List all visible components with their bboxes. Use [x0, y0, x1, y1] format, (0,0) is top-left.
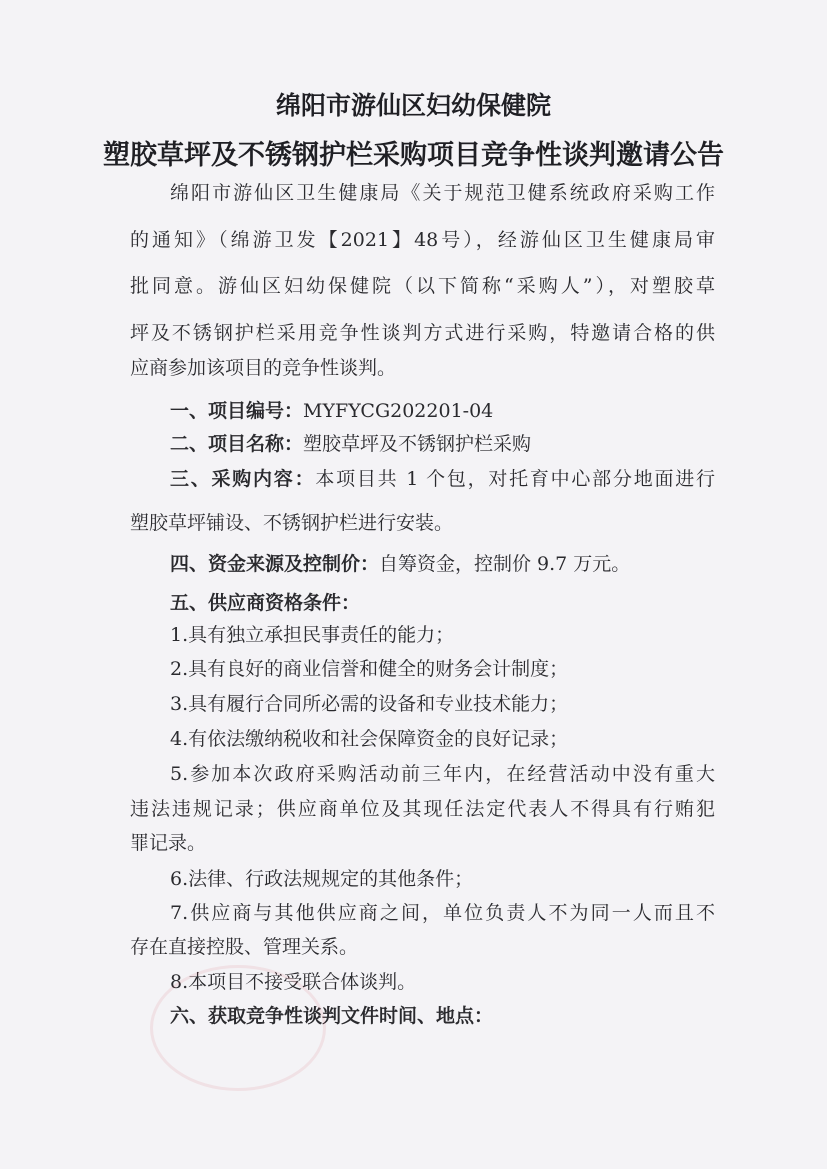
- funding-source: [170, 552, 715, 576]
- project-number-label: 一、项目编号：: [170, 400, 304, 422]
- procurement-content-cont: 塑胶草坪铺设、不锈钢护栏进行安装。: [130, 512, 454, 534]
- project-number-value: MYFYCG202201-04: [303, 400, 494, 422]
- procurement-content-value: 本项目共 1 个包，对托育中心部分地面进行: [315, 468, 715, 490]
- intro-line-3: 批同意。游仙区妇幼保健院（以下简称“采购人”），对塑胶草: [130, 275, 715, 297]
- intro-line-2: 的通知》（绵游卫发【2021】48号），经游仙区卫生健康局审: [130, 229, 715, 251]
- intro-line-1: 绵阳市游仙区卫生健康局《关于规范卫健系统政府采购工作: [170, 182, 715, 204]
- funding-source-value: 自筹资金，控制价 9.7 万元。: [379, 553, 631, 575]
- qualification-item-cont: 存在直接控股、管理关系。: [130, 936, 359, 958]
- announcement-title: 塑胶草坪及不锈钢护栏采购项目竞争性谈判邀请公告: [103, 140, 724, 171]
- project-name-label: 二、项目名称：: [170, 433, 304, 455]
- organization-title: 绵阳市游仙区妇幼保健院: [275, 91, 551, 120]
- qualification-item: 2.具有良好的商业信誉和健全的财务会计制度；: [170, 658, 569, 680]
- qualification-item: 7.供应商与其他供应商之间，单位负责人不为同一人而且不: [170, 902, 715, 924]
- project-name: [170, 432, 715, 456]
- project-name-value: 塑胶草坪及不锈钢护栏采购: [303, 433, 532, 455]
- procurement-content-label: 三、采购内容：: [170, 468, 316, 490]
- faint-seal-stamp: [150, 965, 326, 1091]
- qualification-item: 6.法律、行政法规规定的其他条件；: [170, 868, 474, 890]
- procurement-content: [170, 467, 715, 491]
- funding-source-label: 四、资金来源及控制价：: [170, 553, 380, 575]
- qualification-item: 4.有依法缴纳税收和社会保障资金的良好记录；: [170, 728, 569, 750]
- document-acquisition-heading: 六、获取竞争性谈判文件时间、地点：: [170, 1005, 494, 1027]
- project-number: [170, 399, 715, 423]
- supplier-qualifications-heading: 五、供应商资格条件：: [170, 592, 361, 614]
- intro-line-4: 坪及不锈钢护栏采用竞争性谈判方式进行采购，特邀请合格的供: [130, 322, 715, 344]
- intro-line-5: 应商参加该项目的竞争性谈判。: [130, 357, 397, 379]
- qualification-item: 5.参加本次政府采购活动前三年内，在经营活动中没有重大: [170, 763, 715, 785]
- qualification-item: 1.具有独立承担民事责任的能力；: [170, 624, 455, 646]
- qualification-item-cont: 违法违规记录；供应商单位及其现任法定代表人不得具有行贿犯: [130, 798, 715, 820]
- qualification-item: 8.本项目不接受联合体谈判。: [170, 971, 417, 993]
- qualification-item-cont: 罪记录。: [130, 832, 207, 854]
- qualification-item: 3.具有履行合同所必需的设备和专业技术能力；: [170, 693, 569, 715]
